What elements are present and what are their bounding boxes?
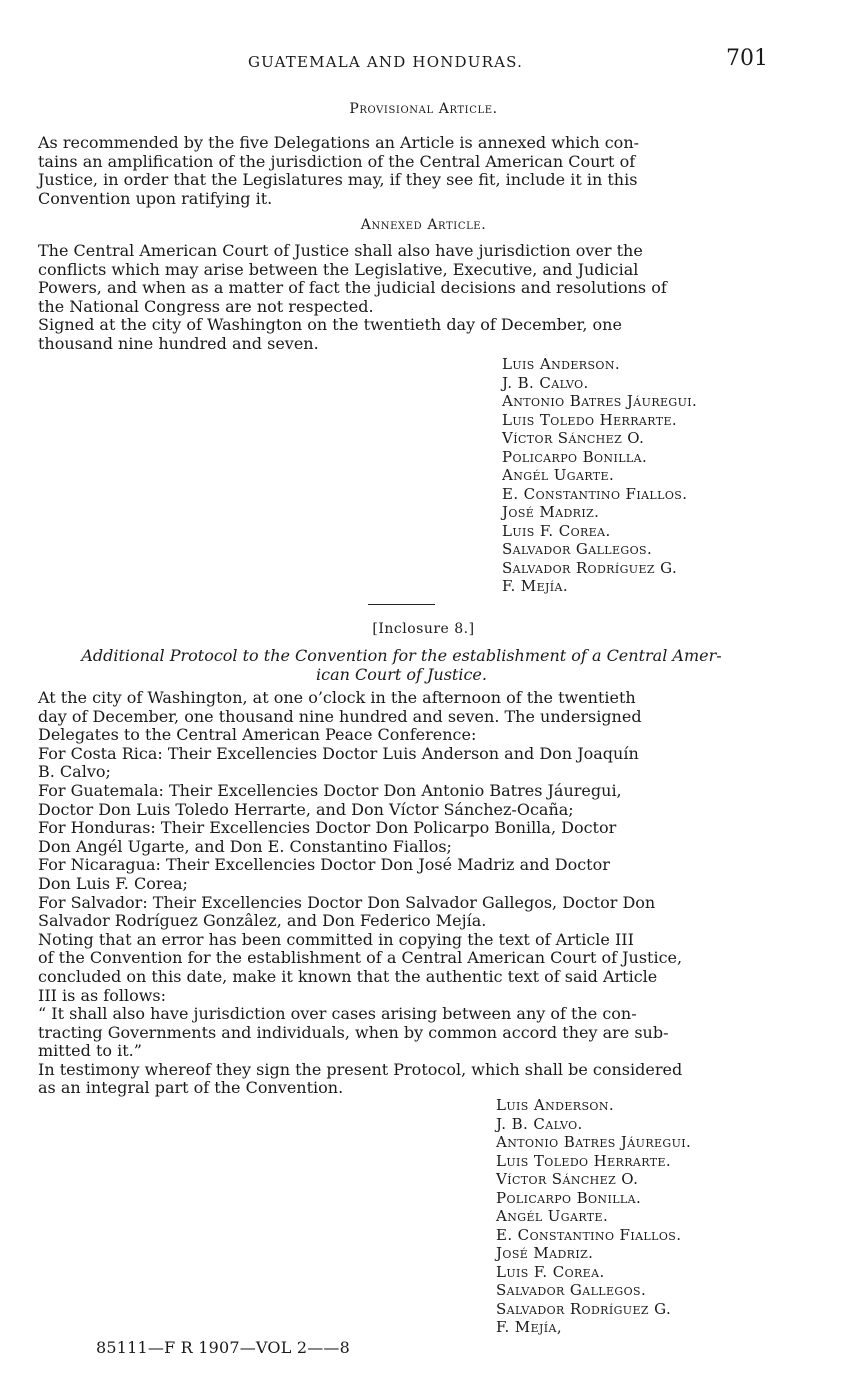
signature: José Madriz. (502, 503, 600, 521)
signature: Luis Anderson. (496, 1096, 615, 1114)
section-divider (368, 604, 435, 605)
running-title: GUATEMALA AND HONDURAS. (248, 53, 524, 71)
signature: Víctor Sánchez O. (502, 429, 645, 447)
signature: Angél Ugarte. (496, 1207, 609, 1225)
signature-list-1 (502, 355, 697, 596)
inclosure-label: [Inclosure 8.] (372, 621, 475, 637)
signature: Policarpo Bonilla. (502, 447, 648, 466)
signature: Antonio Batres Jáuregui. (496, 1133, 692, 1151)
page-number: 701 (726, 46, 768, 71)
signature: J. B. Calvo. (496, 1114, 583, 1133)
signature: Luis Anderson. (502, 355, 621, 373)
signature: F. Mejía. (502, 577, 569, 595)
signature: Luis Toledo Herrarte. (502, 410, 678, 429)
signature: Policarpo Bonilla. (496, 1188, 642, 1207)
signature: Víctor Sánchez O. (496, 1170, 639, 1188)
signature: Angél Ugarte. (502, 466, 615, 484)
signature-list-2 (496, 1096, 691, 1337)
signature: Antonio Batres Jáuregui. (502, 392, 698, 410)
provisional-article-text: As recommended by the five Delegations an Article is annexed which con- tains an amplification of the jurisdiction of the Central American Court of Justice, in order that the Legislatures may, if they see fit, include it in this Convention upon ratifying it. (38, 133, 640, 208)
protocol-text: At the city of Washington, at one o’clock in the afternoon of the twentieth day of December, one thousand nine hundred and seven. The undersigned Delegates to the Central American Peace Conference: For Costa Rica: Their Excellencies Doctor Luis Anderson and Don Joaquín B. Calvo; For Guatemala: Their Excellencies Doctor Don Antonio Batres Jáuregui, Doctor Don Luis Toledo Herrarte, and Don Víctor Sánchez-Ocaña; For Honduras: Their Excellencies Doctor Don Policarpo Bonilla, Doctor Don Angél Ugarte, and Don E. Constantino Fiallos; For Nicaragua: Their Excellencies Doctor Don José Madriz and Doctor Don Luis F. Corea; For Salvador: Their Excellencies Doctor Don Salvador Gallegos, Doctor Don Salvador Rodríguez Gonzâlez, and Don Federico Mejía. Noting that an error has been committed in copying the text of Article III of the Convention for the establishment of a Central American Court of Justice, concluded on this date, make it known that the authentic text of said Article III is as follows: “ It shall also have jurisdiction over cases arising between any of the con- tracting Governments and individuals, when by common accord they are sub- mitted to it.” In testimony whereof they sign the present Protocol, which shall be considered as an integral part of the Convention. (38, 688, 683, 1098)
signature: Salvador Rodríguez G. (496, 1299, 672, 1318)
signature: Salvador Gallegos. (502, 540, 653, 558)
signature: E. Constantino Fiallos. (496, 1225, 682, 1244)
signature: E. Constantino Fiallos. (502, 484, 688, 503)
print-footer: 85111—F R 1907—VOL 2——8 (96, 1338, 350, 1357)
annexed-article-heading: Annexed Article. (360, 217, 487, 233)
provisional-article-heading: Provisional Article. (349, 101, 498, 117)
annexed-article-text: The Central American Court of Justice shall also have jurisdiction over the conflicts which may arise between the Legislative, Executive, and Judicial Powers, and when as a matter of fact the judicial decisions and resolutions of the National Congress are not respected. Signed at the city of Washington on the twentieth day of December, one thousand nine hundred and seven. (38, 241, 667, 353)
signature: José Madriz. (496, 1244, 594, 1262)
signature: Luis F. Corea. (496, 1262, 605, 1281)
signature: F. Mejía, (496, 1318, 563, 1336)
signature: Salvador Rodríguez G. (502, 558, 678, 577)
signature: Salvador Gallegos. (496, 1281, 647, 1299)
protocol-title: Additional Protocol to the Convention for the establishment of a Central Amer- ican Court of Justice. (81, 646, 722, 684)
signature: Luis F. Corea. (502, 521, 611, 540)
signature: J. B. Calvo. (502, 373, 589, 392)
signature: Luis Toledo Herrarte. (496, 1151, 672, 1170)
